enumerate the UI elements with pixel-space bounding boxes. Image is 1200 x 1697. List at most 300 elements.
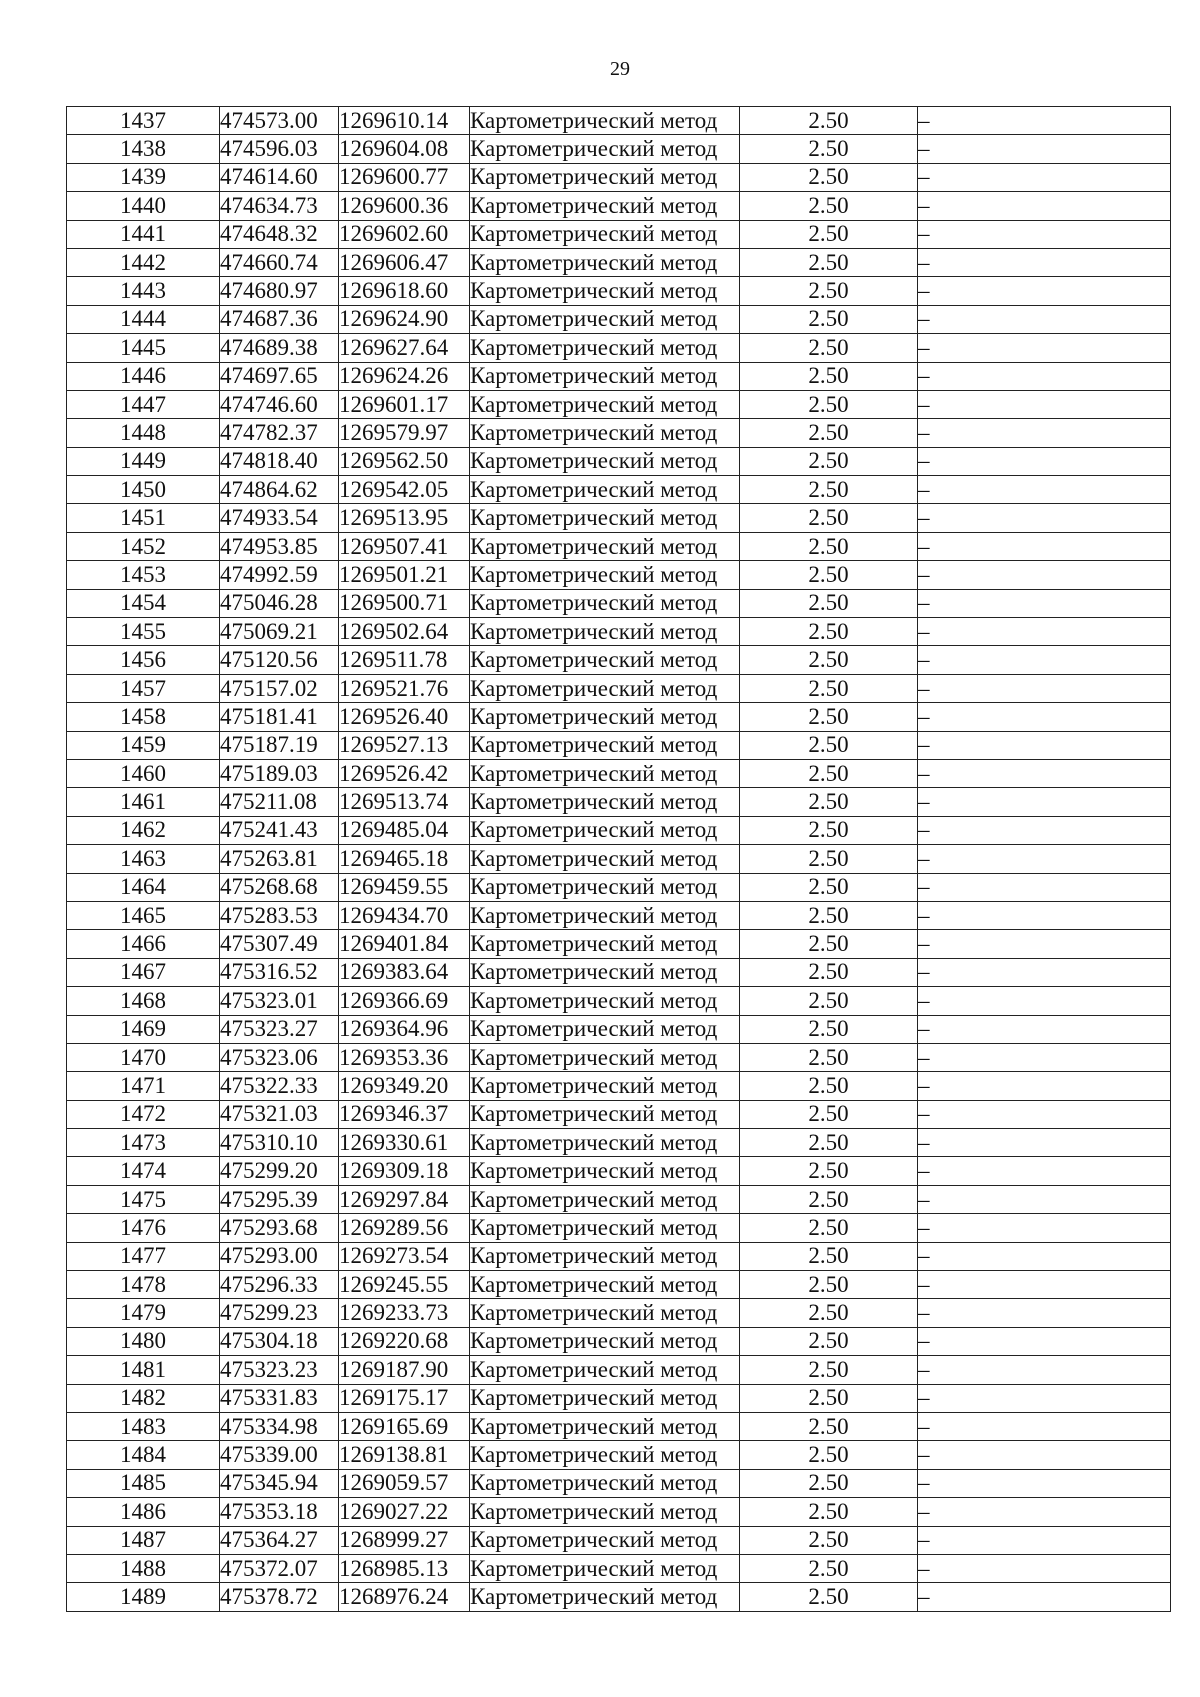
method-cell: Картометрический метод [470,1441,740,1469]
y-coordinate-cell: 1269501.21 [339,561,470,589]
method-cell: Картометрический метод [470,1498,740,1526]
description-cell: – [918,1412,1171,1440]
method-cell: Картометрический метод [470,1299,740,1327]
accuracy-cell: 2.50 [740,334,918,362]
description-cell: – [918,589,1171,617]
table-row [67,646,1171,674]
method-cell: Картометрический метод [470,220,740,248]
table-row [67,248,1171,276]
x-coordinate-cell: 475069.21 [220,618,339,646]
point-number-cell: 1448 [67,419,220,447]
description-cell: – [918,759,1171,787]
table-row [67,674,1171,702]
y-coordinate-cell: 1269220.68 [339,1327,470,1355]
method-cell: Картометрический метод [470,930,740,958]
y-coordinate-cell: 1269459.55 [339,873,470,901]
table-row [67,1583,1171,1611]
table-row [67,107,1171,135]
y-coordinate-cell: 1269349.20 [339,1072,470,1100]
table-row [67,589,1171,617]
method-cell: Картометрический метод [470,788,740,816]
method-cell: Картометрический метод [470,107,740,135]
description-cell: – [918,532,1171,560]
description-cell: – [918,390,1171,418]
description-cell: – [918,987,1171,1015]
x-coordinate-cell: 474634.73 [220,192,339,220]
point-number-cell: 1441 [67,220,220,248]
y-coordinate-cell: 1269618.60 [339,277,470,305]
description-cell: – [918,1015,1171,1043]
x-coordinate-cell: 475295.39 [220,1185,339,1213]
table-row [67,561,1171,589]
x-coordinate-cell: 475189.03 [220,759,339,787]
method-cell: Картометрический метод [470,1214,740,1242]
point-number-cell: 1453 [67,561,220,589]
x-coordinate-cell: 475296.33 [220,1271,339,1299]
y-coordinate-cell: 1269579.97 [339,419,470,447]
x-coordinate-cell: 474680.97 [220,277,339,305]
table-row [67,930,1171,958]
description-cell: – [918,1157,1171,1185]
point-number-cell: 1488 [67,1554,220,1582]
description-cell: – [918,248,1171,276]
method-cell: Картометрический метод [470,1242,740,1270]
x-coordinate-cell: 475322.33 [220,1072,339,1100]
accuracy-cell: 2.50 [740,163,918,191]
accuracy-cell: 2.50 [740,703,918,731]
point-number-cell: 1465 [67,901,220,929]
point-number-cell: 1483 [67,1412,220,1440]
table-row [67,135,1171,163]
accuracy-cell: 2.50 [740,1327,918,1355]
accuracy-cell: 2.50 [740,1583,918,1611]
y-coordinate-cell: 1269366.69 [339,987,470,1015]
x-coordinate-cell: 475372.07 [220,1554,339,1582]
method-cell: Картометрический метод [470,1072,740,1100]
description-cell: – [918,362,1171,390]
description-cell: – [918,220,1171,248]
y-coordinate-cell: 1269353.36 [339,1043,470,1071]
accuracy-cell: 2.50 [740,277,918,305]
accuracy-cell: 2.50 [740,107,918,135]
accuracy-cell: 2.50 [740,1129,918,1157]
x-coordinate-cell: 474953.85 [220,532,339,560]
point-number-cell: 1479 [67,1299,220,1327]
accuracy-cell: 2.50 [740,589,918,617]
table-row [67,873,1171,901]
point-number-cell: 1458 [67,703,220,731]
point-number-cell: 1451 [67,504,220,532]
description-cell: – [918,1498,1171,1526]
table-row [67,1129,1171,1157]
accuracy-cell: 2.50 [740,504,918,532]
description-cell: – [918,930,1171,958]
method-cell: Картометрический метод [470,873,740,901]
y-coordinate-cell: 1269624.26 [339,362,470,390]
accuracy-cell: 2.50 [740,845,918,873]
table-row [67,390,1171,418]
table-row [67,987,1171,1015]
point-number-cell: 1443 [67,277,220,305]
x-coordinate-cell: 475263.81 [220,845,339,873]
point-number-cell: 1461 [67,788,220,816]
description-cell: – [918,1384,1171,1412]
point-number-cell: 1446 [67,362,220,390]
accuracy-cell: 2.50 [740,1185,918,1213]
table-row [67,1526,1171,1554]
table-row [67,759,1171,787]
method-cell: Картометрический метод [470,1583,740,1611]
method-cell: Картометрический метод [470,248,740,276]
accuracy-cell: 2.50 [740,447,918,475]
y-coordinate-cell: 1269600.36 [339,192,470,220]
x-coordinate-cell: 475310.10 [220,1129,339,1157]
point-number-cell: 1442 [67,248,220,276]
method-cell: Картометрический метод [470,1043,740,1071]
x-coordinate-cell: 475331.83 [220,1384,339,1412]
accuracy-cell: 2.50 [740,759,918,787]
accuracy-cell: 2.50 [740,1043,918,1071]
method-cell: Картометрический метод [470,362,740,390]
table-row [67,1242,1171,1270]
accuracy-cell: 2.50 [740,220,918,248]
table-row [67,703,1171,731]
method-cell: Картометрический метод [470,1157,740,1185]
table-row [67,1214,1171,1242]
method-cell: Картометрический метод [470,1554,740,1582]
method-cell: Картометрический метод [470,561,740,589]
description-cell: – [918,192,1171,220]
description-cell: – [918,958,1171,986]
table-row [67,1185,1171,1213]
point-number-cell: 1477 [67,1242,220,1270]
x-coordinate-cell: 475323.27 [220,1015,339,1043]
accuracy-cell: 2.50 [740,1100,918,1128]
x-coordinate-cell: 475353.18 [220,1498,339,1526]
accuracy-cell: 2.50 [740,1412,918,1440]
point-number-cell: 1478 [67,1271,220,1299]
x-coordinate-cell: 475211.08 [220,788,339,816]
point-number-cell: 1450 [67,476,220,504]
table-row [67,788,1171,816]
point-number-cell: 1474 [67,1157,220,1185]
table-row [67,1271,1171,1299]
point-number-cell: 1481 [67,1356,220,1384]
table-row [67,1327,1171,1355]
method-cell: Картометрический метод [470,589,740,617]
method-cell: Картометрический метод [470,163,740,191]
table-row [67,532,1171,560]
table-row [67,1412,1171,1440]
description-cell: – [918,163,1171,191]
table-row [67,1299,1171,1327]
accuracy-cell: 2.50 [740,1526,918,1554]
table-row [67,1554,1171,1582]
description-cell: – [918,1327,1171,1355]
accuracy-cell: 2.50 [740,561,918,589]
description-cell: – [918,788,1171,816]
table-row [67,1015,1171,1043]
x-coordinate-cell: 475181.41 [220,703,339,731]
method-cell: Картометрический метод [470,334,740,362]
x-coordinate-cell: 475323.23 [220,1356,339,1384]
y-coordinate-cell: 1269542.05 [339,476,470,504]
x-coordinate-cell: 475304.18 [220,1327,339,1355]
x-coordinate-cell: 474573.00 [220,107,339,135]
accuracy-cell: 2.50 [740,1384,918,1412]
x-coordinate-cell: 475157.02 [220,674,339,702]
accuracy-cell: 2.50 [740,192,918,220]
y-coordinate-cell: 1269562.50 [339,447,470,475]
point-number-cell: 1438 [67,135,220,163]
description-cell: – [918,646,1171,674]
method-cell: Картометрический метод [470,731,740,759]
y-coordinate-cell: 1269245.55 [339,1271,470,1299]
description-cell: – [918,419,1171,447]
accuracy-cell: 2.50 [740,1356,918,1384]
point-number-cell: 1449 [67,447,220,475]
description-cell: – [918,618,1171,646]
point-number-cell: 1460 [67,759,220,787]
description-cell: – [918,1271,1171,1299]
point-number-cell: 1489 [67,1583,220,1611]
method-cell: Картометрический метод [470,1384,740,1412]
description-cell: – [918,334,1171,362]
accuracy-cell: 2.50 [740,532,918,560]
x-coordinate-cell: 475293.00 [220,1242,339,1270]
description-cell: – [918,1242,1171,1270]
y-coordinate-cell: 1269175.17 [339,1384,470,1412]
method-cell: Картометрический метод [470,646,740,674]
accuracy-cell: 2.50 [740,1554,918,1582]
accuracy-cell: 2.50 [740,305,918,333]
description-cell: – [918,1299,1171,1327]
x-coordinate-cell: 475378.72 [220,1583,339,1611]
method-cell: Картометрический метод [470,1327,740,1355]
point-number-cell: 1482 [67,1384,220,1412]
point-number-cell: 1444 [67,305,220,333]
point-number-cell: 1439 [67,163,220,191]
method-cell: Картометрический метод [470,419,740,447]
description-cell: – [918,1583,1171,1611]
y-coordinate-cell: 1269513.95 [339,504,470,532]
method-cell: Картометрический метод [470,192,740,220]
point-number-cell: 1470 [67,1043,220,1071]
method-cell: Картометрический метод [470,305,740,333]
point-number-cell: 1456 [67,646,220,674]
description-cell: – [918,731,1171,759]
method-cell: Картометрический метод [470,901,740,929]
point-number-cell: 1476 [67,1214,220,1242]
accuracy-cell: 2.50 [740,476,918,504]
x-coordinate-cell: 475339.00 [220,1441,339,1469]
accuracy-cell: 2.50 [740,873,918,901]
x-coordinate-cell: 475345.94 [220,1469,339,1497]
method-cell: Картометрический метод [470,958,740,986]
method-cell: Картометрический метод [470,447,740,475]
table-row [67,1356,1171,1384]
y-coordinate-cell: 1269165.69 [339,1412,470,1440]
description-cell: – [918,1469,1171,1497]
method-cell: Картометрический метод [470,277,740,305]
description-cell: – [918,107,1171,135]
x-coordinate-cell: 474697.65 [220,362,339,390]
accuracy-cell: 2.50 [740,248,918,276]
table-row [67,1384,1171,1412]
y-coordinate-cell: 1269610.14 [339,107,470,135]
accuracy-cell: 2.50 [740,958,918,986]
coordinates-table [66,106,1171,1612]
description-cell: – [918,135,1171,163]
accuracy-cell: 2.50 [740,1469,918,1497]
y-coordinate-cell: 1269627.64 [339,334,470,362]
y-coordinate-cell: 1269507.41 [339,532,470,560]
y-coordinate-cell: 1269624.90 [339,305,470,333]
x-coordinate-cell: 474689.38 [220,334,339,362]
table-row [67,1043,1171,1071]
description-cell: – [918,1554,1171,1582]
x-coordinate-cell: 475299.20 [220,1157,339,1185]
table-row [67,220,1171,248]
method-cell: Картометрический метод [470,1271,740,1299]
method-cell: Картометрический метод [470,504,740,532]
x-coordinate-cell: 475364.27 [220,1526,339,1554]
method-cell: Картометрический метод [470,987,740,1015]
x-coordinate-cell: 475046.28 [220,589,339,617]
y-coordinate-cell: 1269526.42 [339,759,470,787]
table-row [67,845,1171,873]
accuracy-cell: 2.50 [740,1072,918,1100]
x-coordinate-cell: 474596.03 [220,135,339,163]
table-row [67,901,1171,929]
method-cell: Картометрический метод [470,390,740,418]
accuracy-cell: 2.50 [740,816,918,844]
accuracy-cell: 2.50 [740,1214,918,1242]
description-cell: – [918,901,1171,929]
description-cell: – [918,476,1171,504]
y-coordinate-cell: 1269606.47 [339,248,470,276]
description-cell: – [918,1072,1171,1100]
description-cell: – [918,1214,1171,1242]
table-row [67,1441,1171,1469]
y-coordinate-cell: 1269383.64 [339,958,470,986]
point-number-cell: 1487 [67,1526,220,1554]
y-coordinate-cell: 1269601.17 [339,390,470,418]
description-cell: – [918,1356,1171,1384]
y-coordinate-cell: 1268976.24 [339,1583,470,1611]
table-row [67,618,1171,646]
table-row [67,1157,1171,1185]
table-row [67,163,1171,191]
x-coordinate-cell: 474782.37 [220,419,339,447]
x-coordinate-cell: 475307.49 [220,930,339,958]
table-row [67,476,1171,504]
y-coordinate-cell: 1268999.27 [339,1526,470,1554]
accuracy-cell: 2.50 [740,419,918,447]
y-coordinate-cell: 1269364.96 [339,1015,470,1043]
method-cell: Картометрический метод [470,135,740,163]
accuracy-cell: 2.50 [740,788,918,816]
x-coordinate-cell: 475321.03 [220,1100,339,1128]
table-row [67,731,1171,759]
y-coordinate-cell: 1269602.60 [339,220,470,248]
table-row [67,419,1171,447]
method-cell: Картометрический метод [470,1129,740,1157]
accuracy-cell: 2.50 [740,646,918,674]
y-coordinate-cell: 1269465.18 [339,845,470,873]
x-coordinate-cell: 475293.68 [220,1214,339,1242]
y-coordinate-cell: 1269401.84 [339,930,470,958]
description-cell: – [918,277,1171,305]
method-cell: Картометрический метод [470,816,740,844]
method-cell: Картометрический метод [470,1015,740,1043]
method-cell: Картометрический метод [470,1356,740,1384]
x-coordinate-cell: 475241.43 [220,816,339,844]
y-coordinate-cell: 1269059.57 [339,1469,470,1497]
x-coordinate-cell: 475299.23 [220,1299,339,1327]
table-body [67,107,1171,1612]
y-coordinate-cell: 1269330.61 [339,1129,470,1157]
point-number-cell: 1472 [67,1100,220,1128]
accuracy-cell: 2.50 [740,1299,918,1327]
description-cell: – [918,873,1171,901]
y-coordinate-cell: 1269187.90 [339,1356,470,1384]
x-coordinate-cell: 475316.52 [220,958,339,986]
method-cell: Картометрический метод [470,703,740,731]
description-cell: – [918,561,1171,589]
accuracy-cell: 2.50 [740,930,918,958]
point-number-cell: 1452 [67,532,220,560]
y-coordinate-cell: 1269500.71 [339,589,470,617]
point-number-cell: 1473 [67,1129,220,1157]
y-coordinate-cell: 1269233.73 [339,1299,470,1327]
method-cell: Картометрический метод [470,1469,740,1497]
accuracy-cell: 2.50 [740,135,918,163]
y-coordinate-cell: 1269527.13 [339,731,470,759]
point-number-cell: 1486 [67,1498,220,1526]
y-coordinate-cell: 1269600.77 [339,163,470,191]
table-row [67,1072,1171,1100]
method-cell: Картометрический метод [470,1185,740,1213]
table-row [67,1100,1171,1128]
point-number-cell: 1455 [67,618,220,646]
description-cell: – [918,1100,1171,1128]
accuracy-cell: 2.50 [740,1441,918,1469]
description-cell: – [918,845,1171,873]
x-coordinate-cell: 475187.19 [220,731,339,759]
accuracy-cell: 2.50 [740,1015,918,1043]
x-coordinate-cell: 474648.32 [220,220,339,248]
y-coordinate-cell: 1269273.54 [339,1242,470,1270]
point-number-cell: 1462 [67,816,220,844]
description-cell: – [918,816,1171,844]
point-number-cell: 1475 [67,1185,220,1213]
x-coordinate-cell: 475323.06 [220,1043,339,1071]
method-cell: Картометрический метод [470,1100,740,1128]
y-coordinate-cell: 1269502.64 [339,618,470,646]
point-number-cell: 1445 [67,334,220,362]
x-coordinate-cell: 475283.53 [220,901,339,929]
point-number-cell: 1467 [67,958,220,986]
method-cell: Картометрический метод [470,759,740,787]
description-cell: – [918,447,1171,475]
point-number-cell: 1464 [67,873,220,901]
point-number-cell: 1447 [67,390,220,418]
point-number-cell: 1485 [67,1469,220,1497]
x-coordinate-cell: 474687.36 [220,305,339,333]
point-number-cell: 1484 [67,1441,220,1469]
table-row [67,1498,1171,1526]
